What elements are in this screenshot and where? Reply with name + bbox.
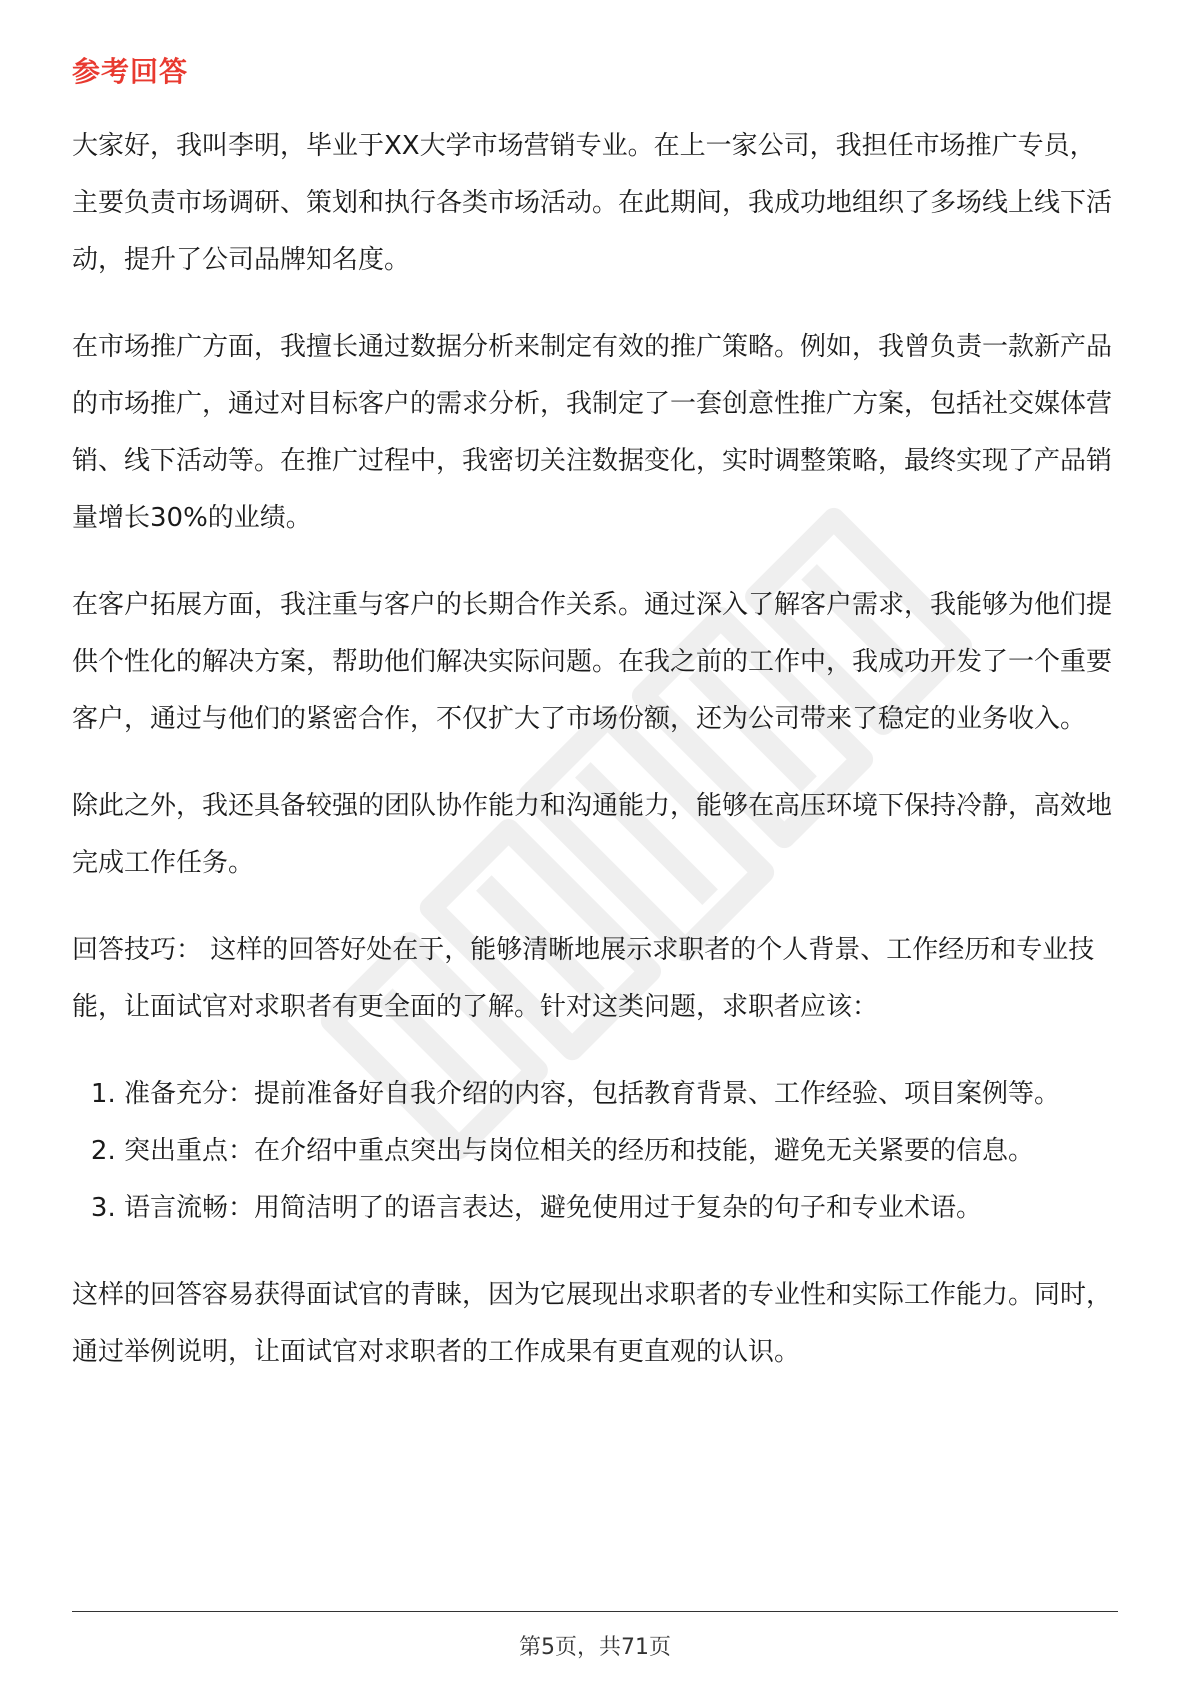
intro-paragraph: 大家好，我叫李明，毕业于XX大学市场营销专业。在上一家公司，我担任市场推广专员，主要负责市场调研、策划和执行各类市场活动。在此期间，我成功地组织了多场线上线下活动，提升了公司品牌知名度。 (72, 131, 1113, 275)
marketing-paragraph: 在市场推广方面，我擅长通过数据分析来制定有效的推广策略。例如，我曾负责一款新产品的市场推广，通过对目标客户的需求分析，我制定了一套创意性推广方案，包括社交媒体营销、线下活动等。在推广过程中，我密切关注数据变化，实时调整策略，最终实现了产品销量增长30%的业绩。 (72, 332, 1113, 533)
teamwork-paragraph: 除此之外，我还具备较强的团队协作能力和沟通能力，能够在高压环境下保持冷静，高效地完成工作任务。 (72, 791, 1113, 878)
client-paragraph: 在客户拓展方面，我注重与客户的长期合作关系。通过深入了解客户需求，我能够为他们提供个性化的解决方案，帮助他们解决实际问题。在我之前的工作中，我成功开发了一个重要客户，通过与他们的紧密合作，不仅扩大了市场份额，还为公司带来了稳定的业务收入。 (72, 590, 1113, 734)
footer-divider (72, 1611, 1118, 1612)
tip-item: 3. 语言流畅：用简洁明了的语言表达，避免使用过于复杂的句子和专业术语。 (124, 1180, 1118, 1237)
closing-paragraph: 这样的回答容易获得面试官的青睐，因为它展现出求职者的专业性和实际工作能力。同时，通过举例说明，让面试官对求职者的工作成果有更直观的认识。 (72, 1280, 1113, 1367)
page-number: 第5页，共71页 (519, 1635, 671, 1660)
tip-item: 1. 准备充分：提前准备好自我介绍的内容，包括教育背景、工作经验、项目案例等。 (124, 1066, 1118, 1123)
tips-intro-paragraph: 回答技巧： 这样的回答好处在于，能够清晰地展示求职者的个人背景、工作经历和专业技能，让面试官对求职者有更全面的了解。针对这类问题，求职者应该： (72, 935, 1095, 1022)
tips-list (72, 1066, 1118, 1237)
answer-heading: 参考回答 (72, 55, 189, 88)
answer-body (72, 118, 1118, 1411)
tip-item: 2. 突出重点：在介绍中重点突出与岗位相关的经历和技能，避免无关紧要的信息。 (124, 1123, 1118, 1180)
